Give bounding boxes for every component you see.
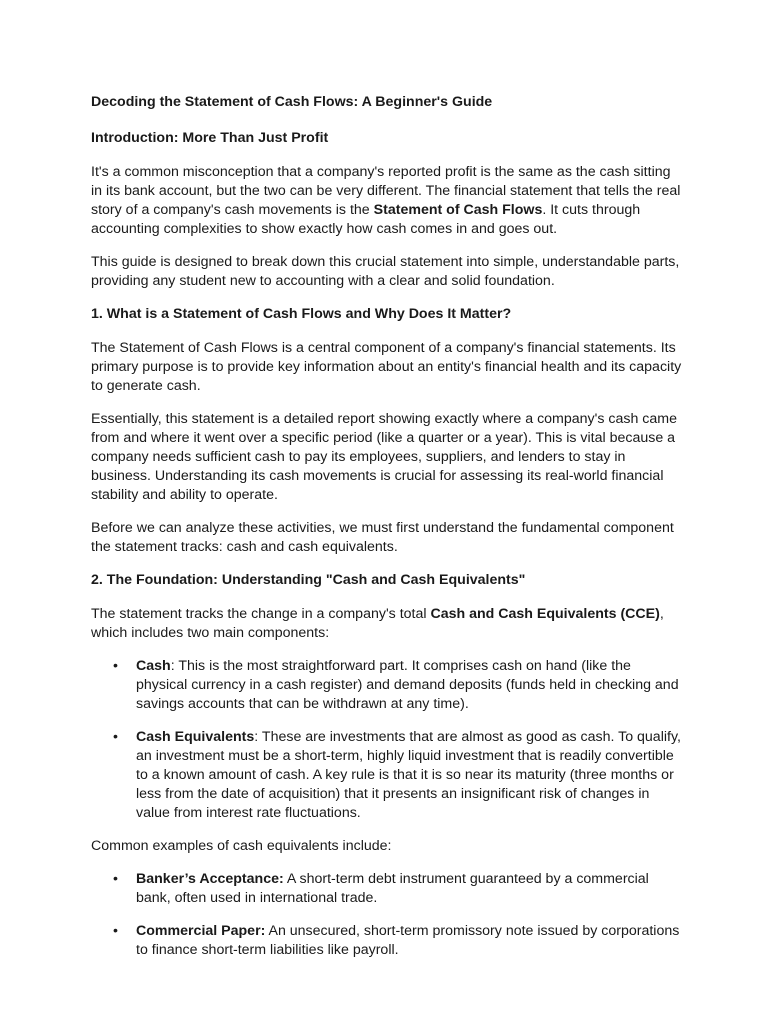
examples-intro: Common examples of cash equivalents include: bbox=[91, 838, 392, 854]
bullet-icon: • bbox=[113, 658, 118, 674]
intro-p1-bold: Statement of Cash Flows bbox=[373, 202, 543, 218]
intro-paragraph-1 bbox=[91, 163, 683, 239]
list-item bbox=[91, 728, 683, 823]
section-2-p1-bold: Cash and Cash Equivalents (CCE) bbox=[430, 606, 660, 622]
list-item-text: An unsecured, short-term promissory note issued by corporations to finance short-term liabilities like payroll. bbox=[136, 923, 680, 958]
list-item-term: Cash Equivalents bbox=[136, 729, 255, 745]
list-item-text: : This is the most straightforward part. It comprises cash on hand (like the physical currency in a cash register) and demand deposits (funds held in checking and savings accounts that can be withdrawn at any time). bbox=[136, 658, 679, 712]
list-item-text: A short-term debt instrument guaranteed by a commercial bank, often used in international trade. bbox=[136, 871, 649, 906]
components-list bbox=[91, 657, 683, 823]
section-2-paragraph-1 bbox=[91, 605, 683, 643]
document-title: Decoding the Statement of Cash Flows: A Beginner's Guide bbox=[91, 94, 493, 110]
intro-paragraph-2: This guide is designed to break down this crucial statement into simple, understandable parts, providing any student new to accounting with a clear and solid foundation. bbox=[91, 254, 680, 289]
list-item-term: Commercial Paper: bbox=[136, 923, 266, 939]
section-1-paragraph-2: Essentially, this statement is a detailed report showing exactly where a company's cash came from and where it went over a specific period (like a quarter or a year). This is vital because a company needs sufficient cash to pay its employees, suppliers, and lenders to stay in business. Understanding its cash movements is crucial for assessing its real-world financial stability and ability to operate. bbox=[91, 411, 677, 503]
section-1-heading: 1. What is a Statement of Cash Flows and Why Does It Matter? bbox=[91, 306, 512, 322]
intro-heading: Introduction: More Than Just Profit bbox=[91, 130, 329, 146]
section-1-paragraph-3: Before we can analyze these activities, we must first understand the fundamental component the statement tracks: cash and cash equivalents. bbox=[91, 520, 674, 555]
bullet-icon: • bbox=[113, 871, 118, 887]
list-item-text: : These are investments that are almost as good as cash. To qualify, an investment must be a short-term, highly liquid investment that is readily convertible to a known amount of cash. A key rule is that it is so near its maturity (three months or less from the date of acquisition) that it presents an insignificant risk of changes in value from interest rate fluctuations. bbox=[136, 729, 681, 821]
section-2-p1-text-b: , which includes two main components: bbox=[91, 606, 664, 641]
list-item bbox=[91, 870, 683, 908]
list-item bbox=[91, 922, 683, 960]
section-1-paragraph-1: The Statement of Cash Flows is a central component of a company's financial statements. Its primary purpose is to provide key information about an entity's financial health and its capacity to generate cash. bbox=[91, 340, 682, 394]
bullet-icon: • bbox=[113, 729, 118, 745]
bullet-icon: • bbox=[113, 923, 118, 939]
document-page bbox=[91, 93, 683, 974]
section-2-p1-text-a: The statement tracks the change in a company's total bbox=[91, 606, 431, 622]
list-item bbox=[91, 657, 683, 714]
list-item-term: Banker’s Acceptance: bbox=[136, 871, 284, 887]
examples-list bbox=[91, 870, 683, 960]
section-2-heading: 2. The Foundation: Understanding "Cash and Cash Equivalents" bbox=[91, 572, 526, 588]
list-item-term: Cash bbox=[136, 658, 171, 674]
intro-p1-text-b: . It cuts through accounting complexities to show exactly how cash comes in and goes out. bbox=[91, 202, 641, 237]
intro-p1-text-a: It's a common misconception that a company's reported profit is the same as the cash sitting in its bank account, but the two can be very different. The financial statement that tells the real story of a company's cash movements is the bbox=[91, 164, 681, 218]
